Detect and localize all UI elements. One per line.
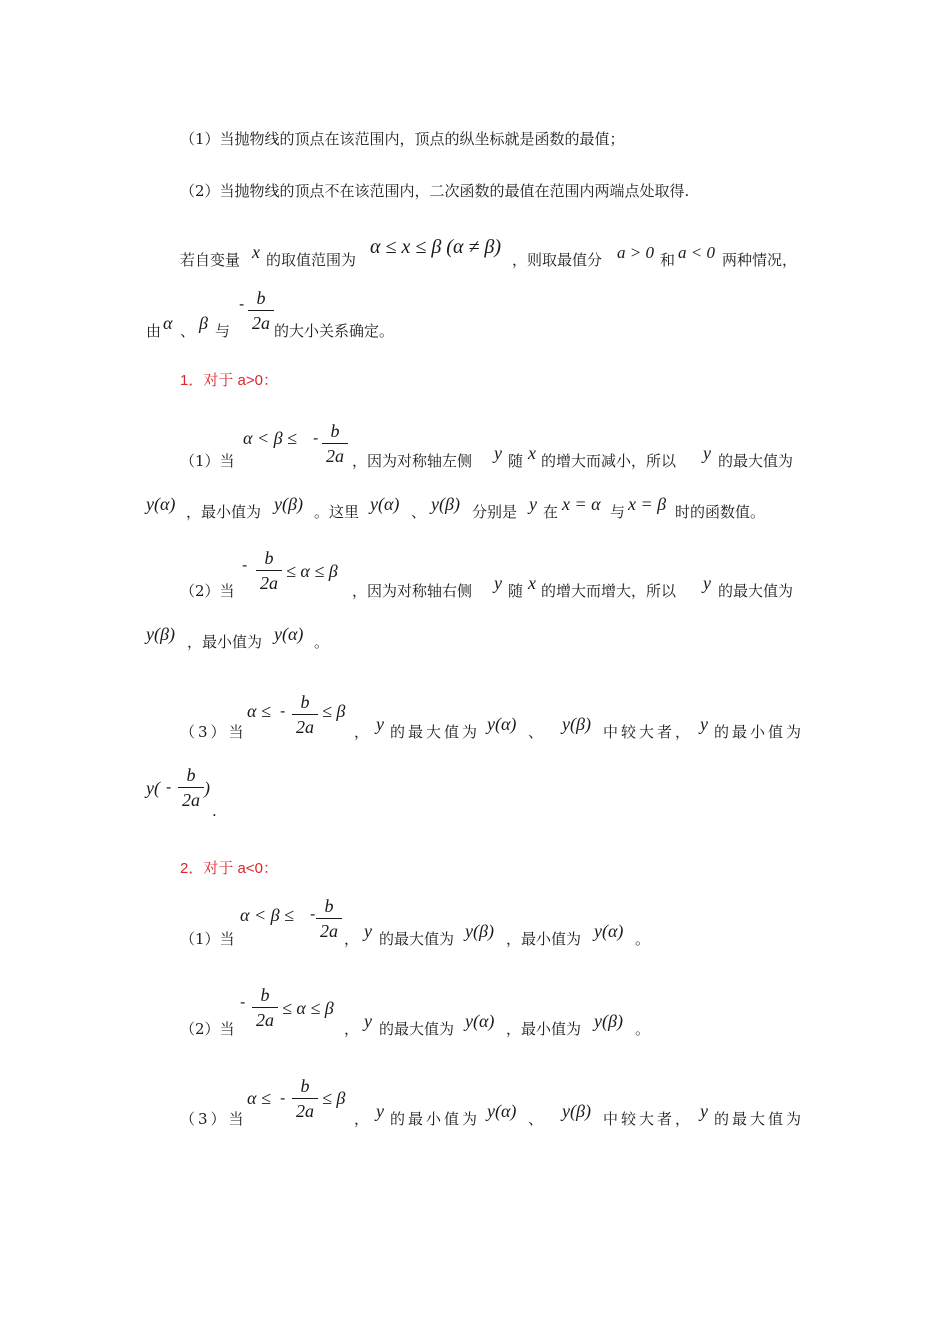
case-text: ，最小值为	[506, 930, 582, 948]
case-text: 的增大而减小，所以	[541, 452, 677, 470]
case-label: （3）当	[180, 1110, 247, 1128]
intro-text: 和	[660, 251, 676, 269]
minus-sign: -	[310, 906, 316, 923]
fraction-b-over-2a: b 2a	[252, 985, 278, 1030]
variable-y: y	[494, 443, 502, 463]
intro-text: 若自变量	[180, 251, 241, 269]
section-1-heading: 1．对于 a>0：	[180, 372, 278, 389]
intro-paragraph-1: （1）当抛物线的顶点在该范围内，顶点的纵坐标就是函数的最值；	[180, 130, 625, 148]
alpha-symbol: α	[163, 313, 173, 333]
variable-y: y	[494, 573, 502, 593]
case-text: 的最大值为	[390, 723, 481, 741]
condition-expression: α ≤	[247, 1088, 271, 1108]
minus-sign: -	[240, 994, 246, 1011]
case-text: 中较大者，	[603, 1110, 694, 1128]
case-label: （1）当	[180, 452, 235, 470]
case-text: 的增大而增大，所以	[541, 582, 677, 600]
minus-sign: -	[313, 430, 319, 447]
case-text: 。	[314, 633, 330, 651]
case-text: 。	[635, 930, 651, 948]
variable-y: y	[364, 921, 372, 941]
case-text: 、	[411, 503, 427, 521]
case-text: 的最小值为	[714, 723, 805, 741]
minus-sign: -	[166, 779, 172, 796]
variable-x: x	[528, 443, 536, 463]
section-2-heading: 2．对于 a<0：	[180, 860, 278, 877]
x-equals-beta: x = β	[628, 494, 667, 514]
case-text: ，因为对称轴左侧	[352, 452, 473, 470]
fraction-b-over-2a: b 2a	[322, 421, 348, 466]
variable-y: y	[376, 1101, 384, 1121]
case-text: 分别是	[472, 503, 518, 521]
y-beta: y(β)	[562, 714, 591, 734]
y-beta: y(β)	[465, 921, 494, 941]
case-text: 。	[635, 1020, 651, 1038]
intro-text: 的大小关系确定。	[274, 322, 395, 340]
condition-expression: ≤ α ≤ β	[282, 998, 334, 1018]
intro-paragraph-2: （2）当抛物线的顶点不在该范围内，二次函数的最值在范围内两端点处取得.	[180, 182, 690, 200]
minus-sign: -	[239, 296, 245, 313]
case-text: 。这里	[314, 503, 360, 521]
y-alpha: y(α)	[146, 494, 176, 514]
condition-expression: ≤ β	[322, 1088, 346, 1108]
condition-expression: α < β ≤	[240, 905, 294, 925]
case-label: （2）当	[180, 582, 235, 600]
intro-text: 与	[215, 322, 231, 340]
case-text: 的最大值为	[379, 1020, 455, 1038]
intro-text: 由	[146, 322, 162, 340]
y-alpha: y(α)	[487, 714, 517, 734]
fraction-b-over-2a: b 2a	[292, 692, 318, 737]
case-text: ，	[354, 1110, 370, 1128]
case-text: 的最大值为	[714, 1110, 805, 1128]
variable-y: y	[703, 573, 711, 593]
fraction-b-over-2a: b 2a	[256, 548, 282, 593]
y-beta: y(β)	[562, 1101, 591, 1121]
case-text: 与	[610, 503, 626, 521]
variable-x: x	[252, 242, 260, 262]
y-alpha: y(α)	[465, 1011, 495, 1031]
case-text: 的最大值为	[379, 930, 455, 948]
case-text: 中较大者，	[603, 723, 694, 741]
x-equals-alpha: x = α	[562, 494, 601, 514]
case-text: ，因为对称轴右侧	[352, 582, 473, 600]
y-beta: y(β)	[594, 1011, 623, 1031]
variable-x: x	[528, 573, 536, 593]
a-positive: a > 0	[617, 243, 654, 262]
case-text: ，最小值为	[186, 503, 262, 521]
case-text: 、	[528, 1110, 544, 1128]
intro-text: 两种情况，	[722, 251, 798, 269]
case-text: 时的函数值。	[675, 503, 766, 521]
variable-y: y	[376, 714, 384, 734]
case-label: （3）当	[180, 723, 247, 741]
a-negative: a < 0	[678, 243, 715, 262]
beta-symbol: β	[199, 313, 208, 333]
fraction-b-over-2a: b 2a	[248, 288, 274, 333]
y-alpha: y(α)	[370, 494, 400, 514]
fraction-b-over-2a: b 2a	[316, 896, 342, 941]
y-alpha: y(α)	[487, 1101, 517, 1121]
fraction-b-over-2a: b 2a	[178, 765, 204, 810]
case-text: 随	[508, 452, 524, 470]
case-text: .	[212, 802, 217, 820]
case-label: （2）当	[180, 1020, 235, 1038]
minus-sign: -	[242, 557, 248, 574]
variable-y: y	[529, 494, 537, 514]
y-alpha: y(α)	[594, 921, 624, 941]
variable-y: y	[700, 1101, 708, 1121]
case-text: 、	[528, 723, 544, 741]
fraction-b-over-2a: b 2a	[292, 1076, 318, 1121]
condition-expression: ≤ β	[322, 701, 346, 721]
y-beta: y(β)	[274, 494, 303, 514]
y-close: )	[204, 778, 210, 798]
y-open: y(	[146, 778, 160, 798]
condition-expression: α ≤	[247, 701, 271, 721]
case-text: ，最小值为	[506, 1020, 582, 1038]
case-text: 的最大值为	[718, 452, 794, 470]
intro-text: 的取值范围为	[266, 251, 357, 269]
case-text: 的最小值为	[390, 1110, 481, 1128]
condition-expression: ≤ α ≤ β	[286, 561, 338, 581]
case-text: ，最小值为	[187, 633, 263, 651]
minus-sign: -	[280, 1090, 286, 1107]
intro-text: ，则取最值分	[512, 251, 603, 269]
condition-expression: α < β ≤	[243, 428, 297, 448]
variable-y: y	[703, 443, 711, 463]
y-beta: y(β)	[146, 624, 175, 644]
case-text: 随	[508, 582, 524, 600]
case-text: 在	[543, 503, 559, 521]
case-text: ，	[344, 1020, 360, 1038]
variable-y: y	[364, 1011, 372, 1031]
minus-sign: -	[280, 703, 286, 720]
y-alpha: y(α)	[274, 624, 304, 644]
y-beta: y(β)	[431, 494, 460, 514]
case-label: （1）当	[180, 930, 235, 948]
range-expression: α ≤ x ≤ β (α ≠ β)	[370, 236, 502, 258]
case-text: 的最大值为	[718, 582, 794, 600]
intro-text: 、	[180, 322, 196, 340]
variable-y: y	[700, 714, 708, 734]
case-text: ，	[354, 723, 370, 741]
case-text: ，	[344, 930, 360, 948]
